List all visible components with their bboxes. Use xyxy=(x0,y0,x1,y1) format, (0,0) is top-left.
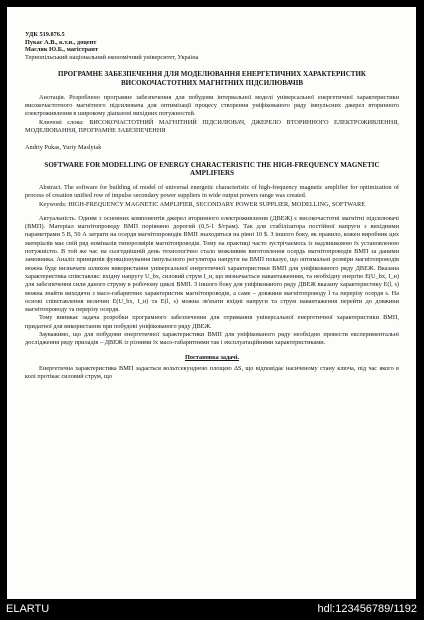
article-meta xyxy=(25,31,399,61)
author-2: Масляк Ю.Б., магістрант xyxy=(25,46,98,54)
abstract-en: Abstract. The software for building of model of universal energetic characteristic of high-frequency magnetic amplifier for optimization of process of creation unified row of impulse secondary power suppliers in wide output powers range was created. xyxy=(25,183,399,200)
authors-en: Andriy Pukas, Yuriy Maslyiak xyxy=(25,144,102,152)
section-heading: Постановка задачі. xyxy=(184,353,240,361)
paragraph-task: Тому виникає задача розробки програмного забезпечення для отримання універсальної енергетичної характеристики ВМП, придатної для використання при побудові уніфікованого ряду ДВЕЖ. xyxy=(25,314,399,330)
handle-id: hdl:123456789/1192 xyxy=(317,603,417,615)
author-1: Пукас А.В., к.т.н., доцент xyxy=(25,38,97,46)
footer-bar xyxy=(0,599,424,620)
keywords-ua: Ключові слова: ВИСОКОЧАСТОТНИЙ МАГНІТНИЙ ПІДСИЛЮВАЧ, ДЖЕРЕЛО ВТОРИННОГО ЕЛЕКТРОЖИВЛЕННЯ, МОДЕЛЮВАННЯ, ПРОГРАМНЕ ЗАБЕЗПЕЧЕННЯ xyxy=(25,118,399,134)
title-ua: ПРОГРАМНЕ ЗАБЕЗПЕЧЕННЯ ДЛЯ МОДЕЛЮВАННЯ ЕНЕРГЕТИЧНИХ ХАРАКТЕРИСТИК ВИСОКОЧАСТОТНИХ МАГНІТНИХ ПІДСИЛЮВАЧІВ xyxy=(58,70,366,87)
document-content xyxy=(25,31,399,382)
document-page xyxy=(7,7,416,599)
paragraph-note: Зауважимо, що для побудови енергетичної характеристики ВМП для уніфікованого ряду необхідно провести експериментальні дослідження ряду приладів – ДВЕЖ із різними їх масо-габаритними так і експлуатаційними характеристиками. xyxy=(25,331,399,347)
institution: Тернопільський національний економічний університет, Україна xyxy=(25,53,199,61)
abstract-ua: Анотація. Розроблено програмне забезпечення для побудови інтервальної моделі універсальної енергетичної характеристики високочастотного магнітного підсилювача для оптимізації процесу створення уніфікованого ряду імпульсних джерел вторинного електроживлення в широкому діапазоні вихідних потужностей. xyxy=(25,93,399,118)
keywords-en: Keywords: HIGH-FREQUENCY MAGNETIC AMPLIFIER, SECONDARY POWER SUPPLIER, MODELLING, SOFTWARE xyxy=(39,200,366,208)
paragraph-relevance: Актуальність. Одним з основних компонентів джерел вторинного електроживлення (ДВЕЖ) є високочастотні магнітні підсилювачі (ВМП). Матеріал магнітопроводу ВМП порівняно дорогий (0,5-1 $/грам). Так для стабілізатора постійної напруги з вихідними параметрами 5 В, 50 А затрати на осердя магнітопроводів ВМП знаходяться на рівні 10 $. З іншого боку, як правило, кожен виробник цих матеріалів має свій ряд номіналів типорозмірів магнітопроводів. Тому на практиці часто зустрічаємось із надлишковою їх установленою потужністю. В той же час на сьогоднішній день технологічно стало можливим виготовлення осердь магнітопроводів ВМП за даними замовника. Аналіз принципів функціонування імпульсного регулятора напруги на ВМП показує, що оптимальні розміри магнітопроводів можна буде визначати шляхом використання універсальної енергетичної характеристики ВМП для уніфікованого ряду ДВЕЖ. Вказана характеристика співставляє: вхідну напругу U_bx, силовий струм I_н, що визначається навантаженням, та необхідну енергію E(U_bx, I_н) для забезпечення сили даного струму в робочому циклі ВМП. З іншого боку для уніфікованого ряду ДВЕЖ вказану характеристику E(l, s) можна знайти виходячи з масо-габаритних характеристик магнітопроводів, а саме – довжини магнітопроводу l та перерізу осердя s. На основі співставлення величин E(U_bx, I_н) та E(l, s) можна зв'язати вхідні напруги та струм навантаження перейти до довжини магнітопроводу та перерізу осердя. xyxy=(25,214,399,314)
udc-code: УДК 519.876.5 xyxy=(25,31,65,38)
title-en: SOFTWARE FOR MODELLING OF ENERGY CHARACTERISTIC THE HIGH-FREQUENCY MAGNETIC AMPLIFIERS xyxy=(44,160,380,177)
repository-name: ELARTU xyxy=(6,603,50,615)
paragraph-energy: Енергетична характеристика ВМП задається вольтсекундною площею ΔS, що відповідає насиченому стану ключа, під час якого в колі протікає силовий струм, що xyxy=(25,364,399,381)
